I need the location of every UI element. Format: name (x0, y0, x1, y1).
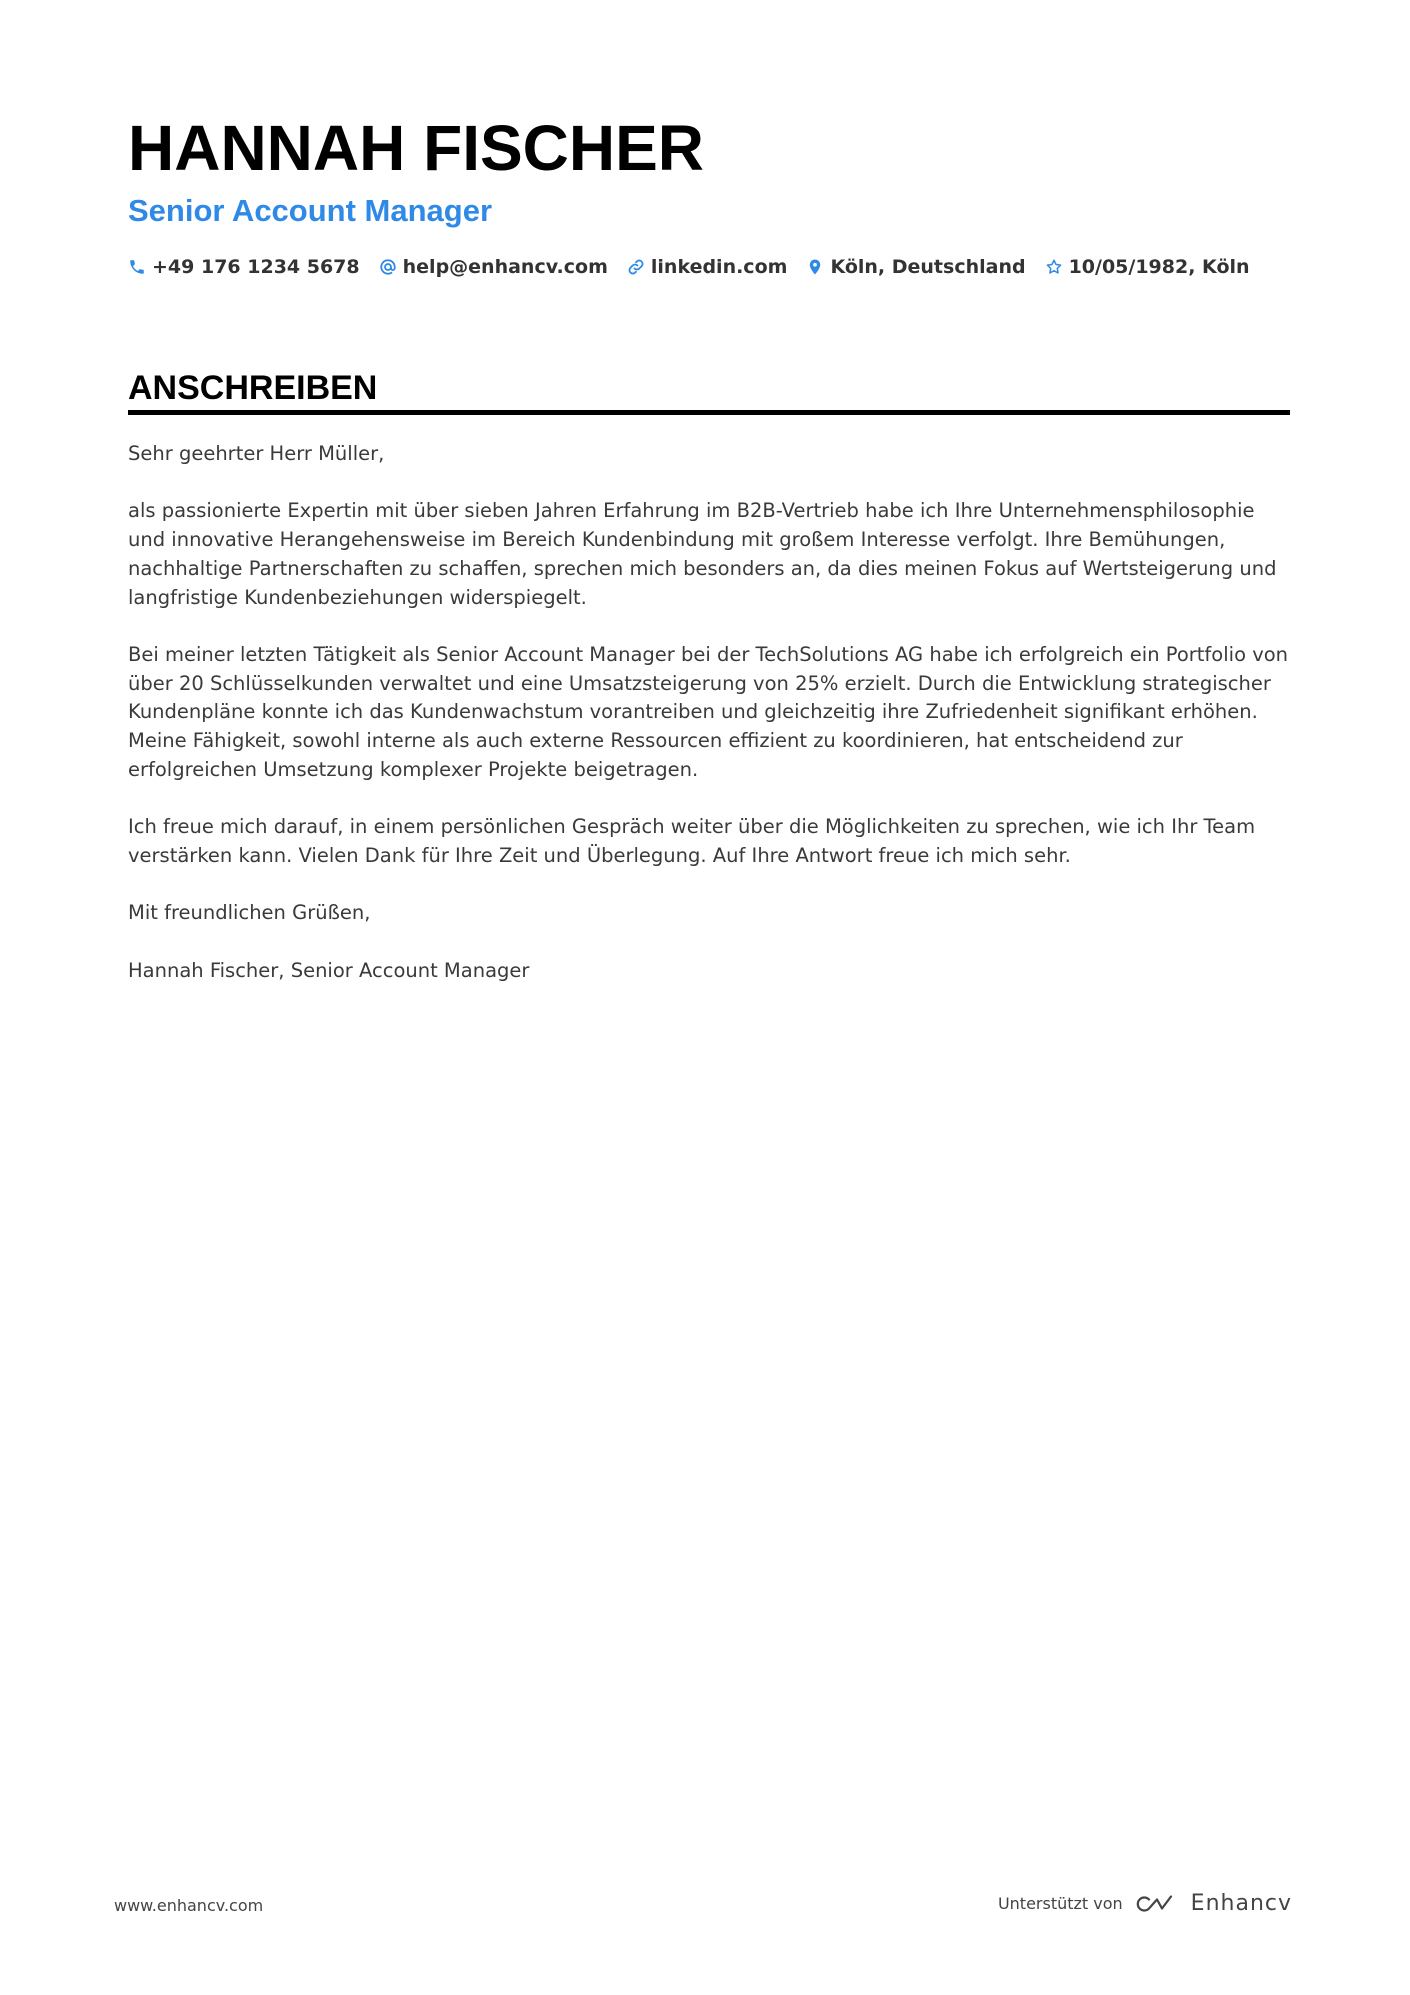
contact-birth (1045, 254, 1250, 280)
enhancv-brand-name: Enhancv (1190, 1891, 1292, 1916)
link-icon (627, 258, 645, 276)
letter-closing: Mit freundlichen Grüßen, (128, 901, 371, 925)
powered-by[interactable] (998, 1890, 1292, 1918)
contact-phone-text: +49 176 1234 5678 (152, 256, 360, 278)
contact-linkedin-text: linkedin.com (650, 256, 788, 278)
contact-bar (128, 254, 1269, 280)
contact-location (806, 254, 1025, 280)
letter-paragraph: als passionierte Expertin mit über sieben Jahren Erfahrung im B2B-Vertrieb habe ich Ihre Unternehmensphilosophie und innovative Herangehensweise im Bereich Kundenbindung mit großem Interesse verfolgt. Ihre Bemühungen, nachhaltige Partnerschaften zu schaffen, sprechen mich besonders an, da dies meinen Fokus auf Wertsteigerung und langfristige Kundenbeziehungen widerspiegelt. (128, 499, 1277, 609)
contact-phone[interactable] (128, 254, 360, 280)
letter-salutation: Sehr geehrter Herr Müller, (128, 442, 385, 465)
footer-url[interactable]: www.enhancv.com (114, 1896, 264, 1915)
phone-icon (128, 258, 146, 276)
applicant-job-title: Senior Account Manager (128, 193, 493, 228)
letter-paragraph: Bei meiner letzten Tätigkeit als Senior Account Manager bei der TechSolutions AG habe ich erfolgreich ein Portfolio von über 20 Schlüsselkunden verwaltet und eine Umsatzsteigerung von 25% erzielt. Durch die Entwicklung strategischer Kundenpläne konnte ich das Kundenwachstum vorantreiben und gleichzeitig ihre Zufriedenheit signifikant erhöhen. Meine Fähigkeit, sowohl interne als auch externe Ressourcen effizient zu koordinieren, hat entscheidend zur erfolgreichen Umsetzung komplexer Projekte beigetragen. (128, 642, 1289, 781)
contact-linkedin[interactable] (627, 254, 788, 280)
contact-birth-text: 10/05/1982, Köln (1068, 256, 1250, 278)
applicant-name: HANNAH FISCHER (128, 112, 704, 184)
location-pin-icon (806, 258, 824, 276)
contact-email[interactable] (379, 254, 608, 280)
letter-paragraph: Ich freue mich darauf, in einem persönlichen Gespräch weiter über die Möglichkeiten zu sprechen, wie ich Ihr Team verstärken kann. Vielen Dank für Ihre Zeit und Überlegung. Auf Ihre Antwort freue ich mich sehr. (128, 815, 1256, 867)
contact-email-text: help@enhancv.com (402, 256, 608, 278)
contact-location-text: Köln, Deutschland (830, 256, 1026, 278)
enhancv-logo-icon (1135, 1892, 1179, 1916)
letter-body (128, 440, 1290, 1014)
section-title: ANSCHREIBEN (128, 369, 378, 407)
letter-signature: Hannah Fischer, Senior Account Manager (128, 958, 530, 982)
star-icon (1045, 258, 1063, 276)
section-divider (128, 410, 1290, 415)
powered-by-label: Unterstützt von (997, 1894, 1123, 1913)
at-icon (379, 258, 397, 276)
